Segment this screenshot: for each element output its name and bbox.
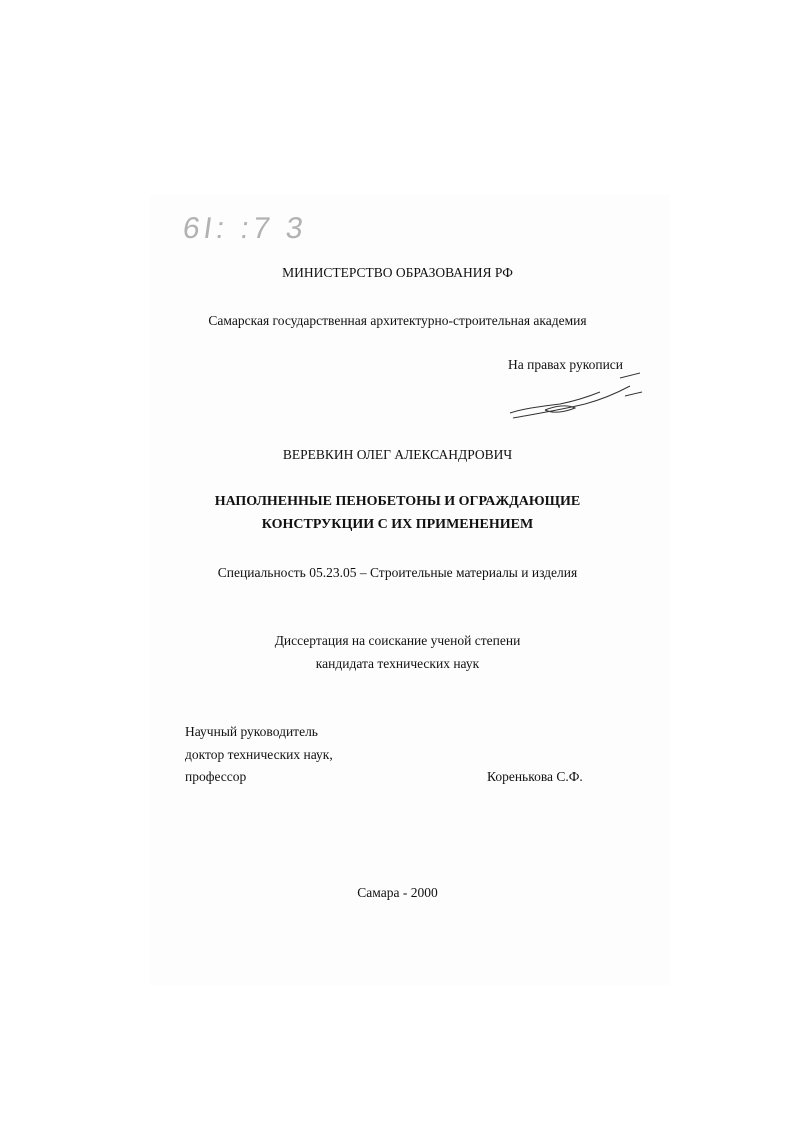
- signature: [505, 368, 645, 428]
- thesis-title-line2: КОНСТРУКЦИИ С ИХ ПРИМЕНЕНИЕМ: [261, 517, 534, 532]
- supervisor-name: Коренькова С.Ф.: [487, 769, 583, 784]
- supervisor-label: Научный руководитель: [185, 724, 318, 739]
- city-year: Самара - 2000: [357, 885, 438, 900]
- inventory-stamp: 6I: :7 3: [180, 212, 310, 245]
- degree-line2: кандидата технических наук: [315, 656, 480, 671]
- author-name: ВЕРЕВКИН ОЛЕГ АЛЕКСАНДРОВИЧ: [282, 447, 513, 462]
- supervisor-title: профессор: [185, 769, 247, 784]
- specialty-line: Специальность 05.23.05 – Строительные материалы и изделия: [217, 565, 578, 580]
- academy-name: Самарская государственная архитектурно-строительная академия: [208, 313, 587, 328]
- rights-note: На правах рукописи: [508, 357, 624, 372]
- ministry-heading: МИНИСТЕРСТВО ОБРАЗОВАНИЯ РФ: [282, 265, 513, 280]
- supervisor-degree: доктор технических наук,: [185, 747, 333, 762]
- degree-line1: Диссертация на соискание ученой степени: [274, 633, 521, 648]
- thesis-title-line1: НАПОЛНЕННЫЕ ПЕНОБЕТОНЫ И ОГРАЖДАЮЩИЕ: [214, 494, 581, 509]
